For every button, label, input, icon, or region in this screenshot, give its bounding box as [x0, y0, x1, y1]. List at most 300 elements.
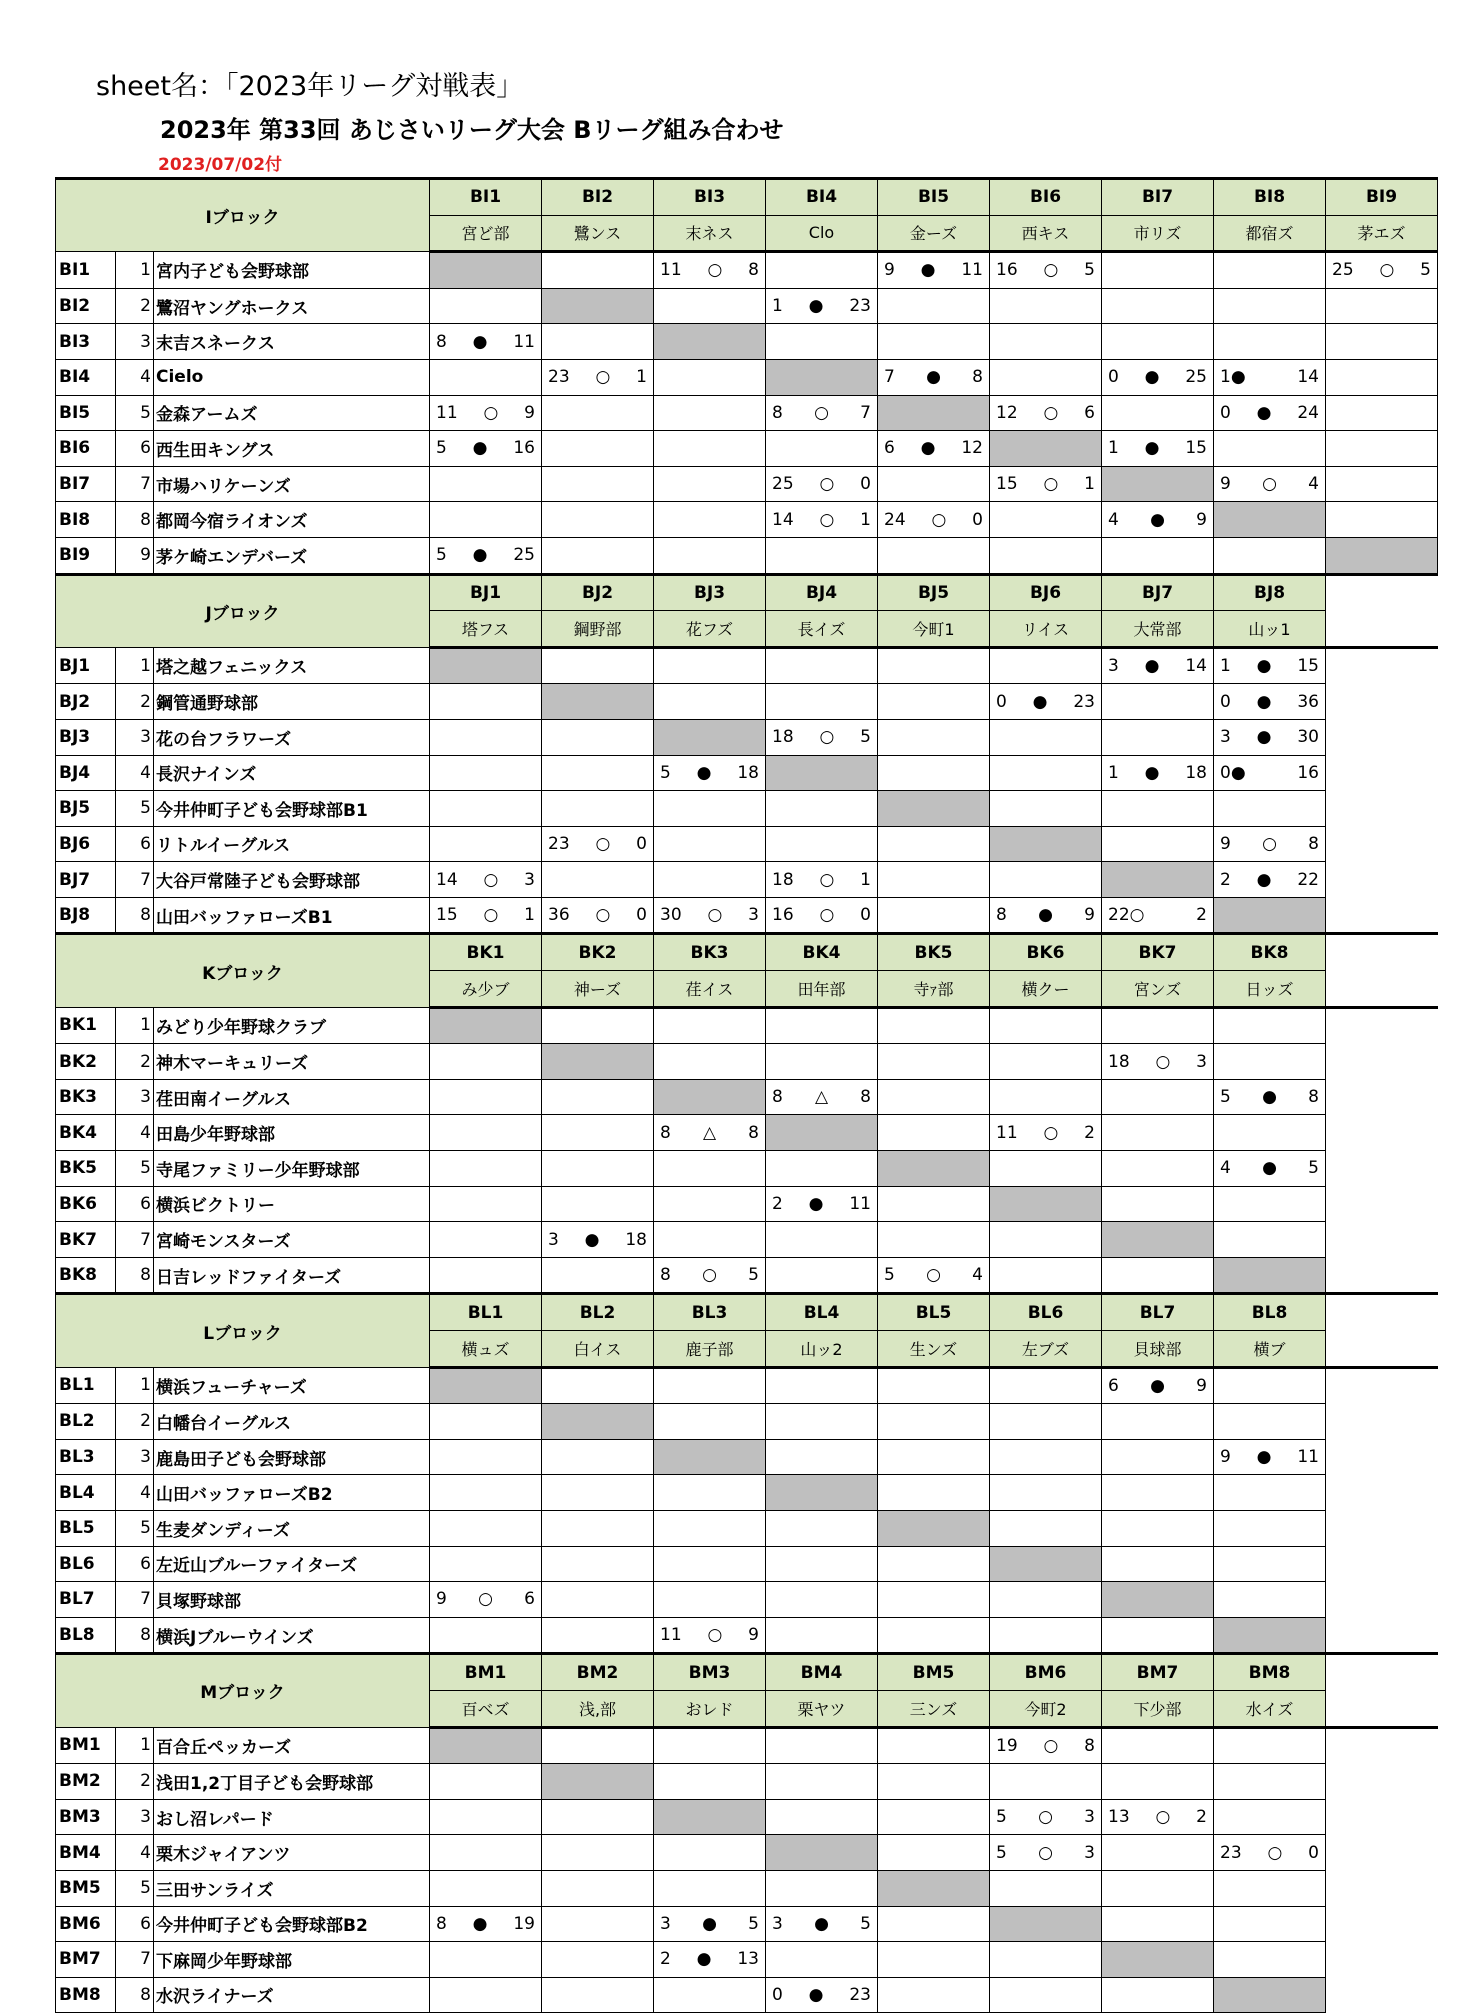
team-row — [56, 1439, 1438, 1475]
result-score: 5 — [1084, 260, 1095, 281]
result-score: 0 — [1220, 402, 1231, 423]
team-name: 今井仲町子ども会野球部B2 — [154, 1906, 430, 1942]
block-header-row — [56, 574, 1438, 611]
result-cell — [990, 897, 1102, 934]
team-id: BK4 — [56, 1115, 116, 1151]
result-cell — [878, 537, 990, 574]
result-mark: ● — [808, 296, 824, 317]
result-cell — [1102, 1367, 1214, 1404]
team-row — [56, 1222, 1438, 1258]
result-score: 9 — [524, 402, 535, 423]
blank-cell — [1326, 574, 1438, 611]
result-cell — [542, 1977, 654, 2013]
self-match-cell — [990, 431, 1102, 467]
result-score: 1 — [1220, 656, 1231, 677]
result-cell — [542, 826, 654, 862]
blank-cell — [1326, 755, 1438, 791]
result-score: 23 — [548, 833, 570, 854]
result-cell — [654, 791, 766, 827]
result-cell — [1214, 1367, 1326, 1404]
result-mark: ○ — [707, 260, 723, 281]
column-id: BL3 — [654, 1294, 766, 1331]
result-mark: ● — [472, 1913, 488, 1934]
result-score: 0 — [1220, 691, 1231, 712]
team-name: 神木マーキュリーズ — [154, 1044, 430, 1080]
result-score: 18 — [1108, 1051, 1130, 1072]
column-abbr: 鷺ンス — [542, 215, 654, 252]
result-cell — [430, 1222, 542, 1258]
result-cell — [1214, 684, 1326, 720]
column-id: BM2 — [542, 1654, 654, 1691]
team-id: BI2 — [56, 288, 116, 324]
result-cell — [654, 1510, 766, 1546]
result-cell — [878, 1764, 990, 1800]
team-row — [56, 1835, 1438, 1871]
result-mark: ● — [472, 331, 488, 352]
result-cell — [1102, 537, 1214, 574]
result-cell — [430, 1079, 542, 1115]
self-match-cell — [430, 1727, 542, 1764]
result-cell — [878, 1617, 990, 1654]
result-cell — [1214, 1044, 1326, 1080]
team-number: 4 — [116, 1475, 154, 1511]
self-match-cell — [654, 1439, 766, 1475]
result-mark: ○ — [707, 1625, 723, 1646]
result-cell — [990, 1475, 1102, 1511]
result-cell — [430, 1044, 542, 1080]
team-id: BJ3 — [56, 719, 116, 755]
result-score: 1 — [772, 296, 783, 317]
result-cell — [654, 1942, 766, 1978]
result-cell — [542, 1257, 654, 1294]
team-number: 8 — [116, 1977, 154, 2013]
result-mark: ○ — [478, 1589, 493, 1610]
result-score: 13 — [737, 1949, 759, 1970]
team-id: BM8 — [56, 1977, 116, 2013]
team-name: 田島少年野球部 — [154, 1115, 430, 1151]
column-abbr: 下少部 — [1102, 1690, 1214, 1727]
column-id: BJ6 — [990, 574, 1102, 611]
result-cell — [878, 1582, 990, 1618]
result-cell — [1214, 324, 1326, 360]
result-cell — [1102, 1870, 1214, 1906]
result-cell — [1102, 1835, 1214, 1871]
self-match-cell — [654, 324, 766, 360]
team-name: おし沼レパード — [154, 1799, 430, 1835]
team-number: 4 — [116, 359, 154, 395]
result-score: 1 — [636, 367, 647, 388]
team-name: リトルイーグルス — [154, 826, 430, 862]
result-cell — [1102, 897, 1214, 934]
result-score: 1 — [1108, 762, 1119, 783]
result-score: 6 — [1084, 402, 1095, 423]
result-cell — [1102, 431, 1214, 467]
block-label: Mブロック — [56, 1654, 430, 1727]
date-label: 2023/07/02付 — [158, 155, 283, 175]
result-cell — [990, 1222, 1102, 1258]
result-score: 24 — [884, 509, 906, 530]
result-cell — [878, 502, 990, 538]
result-cell — [542, 431, 654, 467]
block-header-row — [56, 934, 1438, 971]
team-name: 下麻岡少年野球部 — [154, 1942, 430, 1978]
column-id: BL4 — [766, 1294, 878, 1331]
result-cell — [542, 1799, 654, 1835]
self-match-cell — [542, 1044, 654, 1080]
column-id: BJ8 — [1214, 574, 1326, 611]
result-cell — [1102, 359, 1214, 395]
result-cell — [430, 684, 542, 720]
result-cell — [542, 324, 654, 360]
column-abbr: 横クー — [990, 971, 1102, 1008]
result-cell — [878, 324, 990, 360]
result-cell — [1214, 537, 1326, 574]
team-name: 浅田1,2丁目子ども会野球部 — [154, 1764, 430, 1800]
team-name: 寺尾ファミリー少年野球部 — [154, 1151, 430, 1187]
self-match-cell — [990, 1186, 1102, 1222]
result-cell — [990, 1079, 1102, 1115]
result-cell — [1214, 1151, 1326, 1187]
team-number: 4 — [116, 1115, 154, 1151]
result-cell — [1102, 252, 1214, 289]
result-score: 15 — [436, 905, 458, 926]
result-mark: ○ — [1155, 1051, 1171, 1072]
result-score: 30 — [660, 905, 682, 926]
result-cell — [766, 324, 878, 360]
result-cell — [654, 1977, 766, 2013]
result-cell — [430, 1906, 542, 1942]
result-cell — [766, 1079, 878, 1115]
result-score: 1 — [1084, 474, 1095, 495]
column-id: BI2 — [542, 179, 654, 216]
result-mark: ○ — [1262, 474, 1277, 495]
result-mark: ● — [472, 438, 488, 459]
result-score: 0 — [636, 833, 647, 854]
result-cell — [654, 1617, 766, 1654]
result-score: 8 — [1308, 833, 1319, 854]
result-score: 13 — [1108, 1807, 1130, 1828]
team-number: 2 — [116, 288, 154, 324]
team-id: BK6 — [56, 1186, 116, 1222]
result-score: 7 — [860, 402, 871, 423]
result-score: 9 — [1196, 509, 1207, 530]
result-cell — [1326, 466, 1438, 502]
result-mark: ○ — [1038, 1807, 1053, 1828]
team-number: 5 — [116, 791, 154, 827]
team-id: BK5 — [56, 1151, 116, 1187]
result-cell — [1326, 288, 1438, 324]
blank-cell — [1326, 1977, 1438, 2013]
result-cell — [1326, 324, 1438, 360]
result-score: 1 — [860, 509, 871, 530]
result-cell — [1102, 1977, 1214, 2013]
result-cell — [1214, 288, 1326, 324]
result-cell — [542, 1942, 654, 1978]
result-score: 5 — [436, 545, 447, 566]
blank-cell — [1326, 791, 1438, 827]
result-mark: ○ — [1043, 1122, 1059, 1143]
result-cell — [1102, 1115, 1214, 1151]
blank-cell — [1326, 684, 1438, 720]
result-cell — [990, 324, 1102, 360]
self-match-cell — [1214, 1617, 1326, 1654]
team-name: 今井仲町子ども会野球部B1 — [154, 791, 430, 827]
result-cell — [1214, 719, 1326, 755]
team-name: 塔之越フェニックス — [154, 647, 430, 684]
column-abbr: 横ュズ — [430, 1331, 542, 1368]
team-row — [56, 1475, 1438, 1511]
result-cell — [430, 1475, 542, 1511]
result-cell — [1102, 395, 1214, 431]
column-abbr: 水イズ — [1214, 1690, 1326, 1727]
column-id: BM3 — [654, 1654, 766, 1691]
result-cell — [1326, 395, 1438, 431]
result-cell — [766, 1727, 878, 1764]
result-score: 23 — [1073, 691, 1095, 712]
result-cell — [878, 1257, 990, 1294]
team-number: 6 — [116, 1186, 154, 1222]
team-id: BL1 — [56, 1367, 116, 1404]
team-number: 8 — [116, 1617, 154, 1654]
result-mark: ○ — [483, 869, 499, 890]
result-score: 8 — [996, 905, 1007, 926]
self-match-cell — [1214, 1977, 1326, 2013]
result-cell — [878, 862, 990, 898]
result-mark: ● — [584, 1229, 600, 1250]
result-score: 3 — [1084, 1807, 1095, 1828]
result-cell — [990, 1044, 1102, 1080]
column-abbr: 宮ど部 — [430, 215, 542, 252]
result-cell — [542, 1439, 654, 1475]
result-cell — [654, 1764, 766, 1800]
result-score: 5 — [996, 1807, 1007, 1828]
result-mark: ○ — [1155, 1807, 1171, 1828]
result-cell — [654, 252, 766, 289]
result-cell — [430, 466, 542, 502]
result-mark: ● — [696, 1949, 712, 1970]
result-cell — [990, 537, 1102, 574]
team-row — [56, 288, 1438, 324]
result-cell — [542, 1007, 654, 1044]
result-score: 16 — [772, 905, 794, 926]
team-row — [56, 359, 1438, 395]
team-row — [56, 1617, 1438, 1654]
result-cell — [1326, 431, 1438, 467]
team-number: 3 — [116, 1799, 154, 1835]
result-cell — [766, 1257, 878, 1294]
blank-cell — [1326, 862, 1438, 898]
result-cell — [766, 862, 878, 898]
result-cell — [990, 719, 1102, 755]
self-match-cell — [766, 1115, 878, 1151]
result-cell — [766, 466, 878, 502]
result-cell — [990, 1977, 1102, 2013]
result-cell — [878, 1222, 990, 1258]
self-match-cell — [430, 647, 542, 684]
result-cell — [878, 897, 990, 934]
team-number: 1 — [116, 252, 154, 289]
result-score: 9 — [436, 1589, 447, 1610]
result-cell — [1214, 1222, 1326, 1258]
team-row — [56, 826, 1438, 862]
blank-cell — [1326, 1764, 1438, 1800]
result-cell — [990, 1617, 1102, 1654]
result-score: 9 — [1196, 1375, 1207, 1396]
result-cell — [990, 395, 1102, 431]
result-cell — [430, 1942, 542, 1978]
result-cell — [542, 1367, 654, 1404]
result-cell — [542, 1835, 654, 1871]
result-score: 2 — [1220, 869, 1231, 890]
result-score: 9 — [1220, 1447, 1231, 1468]
team-number: 7 — [116, 1942, 154, 1978]
team-row — [56, 502, 1438, 538]
team-id: BM2 — [56, 1764, 116, 1800]
result-cell — [654, 1151, 766, 1187]
result-score: 11 — [660, 1625, 682, 1646]
column-id: BL1 — [430, 1294, 542, 1331]
result-score: 2 — [772, 1193, 783, 1214]
column-abbr: 左ブズ — [990, 1331, 1102, 1368]
result-cell — [430, 862, 542, 898]
result-cell — [878, 1044, 990, 1080]
column-abbr: 宮ンズ — [1102, 971, 1214, 1008]
result-score: 5 — [860, 1913, 871, 1934]
result-score: 5 — [436, 438, 447, 459]
team-id: BI8 — [56, 502, 116, 538]
team-number: 2 — [116, 1764, 154, 1800]
result-cell — [878, 1546, 990, 1582]
result-cell — [766, 431, 878, 467]
result-score: 15 — [1297, 656, 1319, 677]
result-mark: ● — [1256, 656, 1272, 677]
result-cell — [766, 395, 878, 431]
result-score: 1 — [1108, 438, 1119, 459]
result-cell — [1214, 1510, 1326, 1546]
result-cell — [430, 1257, 542, 1294]
team-row — [56, 897, 1438, 934]
result-cell — [1102, 324, 1214, 360]
result-cell — [654, 1404, 766, 1440]
column-id: BI4 — [766, 179, 878, 216]
column-abbr: 貝球部 — [1102, 1331, 1214, 1368]
result-cell — [766, 1617, 878, 1654]
result-cell — [654, 502, 766, 538]
result-score: 36 — [1297, 691, 1319, 712]
result-cell — [542, 1186, 654, 1222]
blank-cell — [1326, 934, 1438, 971]
result-mark: △ — [814, 1087, 829, 1108]
team-name: 栗木ジャイアンツ — [154, 1835, 430, 1871]
result-cell — [878, 1079, 990, 1115]
result-cell — [430, 395, 542, 431]
blank-cell — [1326, 1367, 1438, 1404]
column-abbr: 西キス — [990, 215, 1102, 252]
team-name: 鷺沼ヤングホークス — [154, 288, 430, 324]
result-score: 15 — [1185, 438, 1207, 459]
team-id: BL8 — [56, 1617, 116, 1654]
result-cell — [878, 755, 990, 791]
result-score: 0● — [1220, 762, 1246, 783]
result-cell — [878, 466, 990, 502]
self-match-cell — [1102, 1942, 1214, 1978]
result-score: 5 — [1308, 1158, 1319, 1179]
result-cell — [654, 359, 766, 395]
result-score: 11 — [513, 331, 535, 352]
result-cell — [1214, 466, 1326, 502]
result-score: 25 — [1185, 367, 1207, 388]
result-cell — [990, 1510, 1102, 1546]
team-id: BK8 — [56, 1257, 116, 1294]
result-cell — [542, 502, 654, 538]
result-cell — [654, 1906, 766, 1942]
result-cell — [430, 1582, 542, 1618]
result-score: 2 — [1084, 1122, 1095, 1143]
team-id: BM5 — [56, 1870, 116, 1906]
column-id: BJ2 — [542, 574, 654, 611]
team-row — [56, 1257, 1438, 1294]
result-cell — [430, 897, 542, 934]
result-cell — [766, 791, 878, 827]
team-row — [56, 862, 1438, 898]
result-cell — [1214, 1115, 1326, 1151]
team-id: BL3 — [56, 1439, 116, 1475]
result-cell — [430, 324, 542, 360]
result-score: 5 — [748, 1265, 759, 1286]
result-cell — [1214, 1475, 1326, 1511]
self-match-cell — [542, 288, 654, 324]
result-cell — [430, 288, 542, 324]
self-match-cell — [1102, 1222, 1214, 1258]
result-score: 2 — [660, 1949, 671, 1970]
result-cell — [654, 826, 766, 862]
result-cell — [430, 359, 542, 395]
result-mark: ● — [1144, 762, 1160, 783]
result-cell — [430, 1439, 542, 1475]
result-cell — [766, 1186, 878, 1222]
team-row — [56, 537, 1438, 574]
result-cell — [766, 1977, 878, 2013]
column-abbr: 三ンズ — [878, 1690, 990, 1727]
team-id: BL5 — [56, 1510, 116, 1546]
column-id: BK5 — [878, 934, 990, 971]
result-score: 4 — [1308, 474, 1319, 495]
team-row — [56, 395, 1438, 431]
team-row — [56, 1906, 1438, 1942]
self-match-cell — [766, 755, 878, 791]
blank-cell — [1326, 1115, 1438, 1151]
result-score: 23 — [548, 367, 570, 388]
result-score: 4 — [972, 1265, 983, 1286]
result-cell — [430, 1799, 542, 1835]
result-score: 14 — [1297, 367, 1319, 388]
result-cell — [654, 1475, 766, 1511]
block-label: Iブロック — [56, 179, 430, 252]
result-score: 8 — [772, 402, 783, 423]
result-cell — [654, 1870, 766, 1906]
result-cell — [1214, 1799, 1326, 1835]
result-mark: ○ — [819, 869, 835, 890]
result-cell — [1102, 1510, 1214, 1546]
result-score: 11 — [660, 260, 682, 281]
column-id: BI1 — [430, 179, 542, 216]
result-score: 5 — [860, 727, 871, 748]
result-mark: ● — [1256, 691, 1272, 712]
result-cell — [1214, 647, 1326, 684]
blank-cell — [1326, 1331, 1438, 1368]
result-score: 8 — [436, 331, 447, 352]
result-cell — [1214, 1942, 1326, 1978]
